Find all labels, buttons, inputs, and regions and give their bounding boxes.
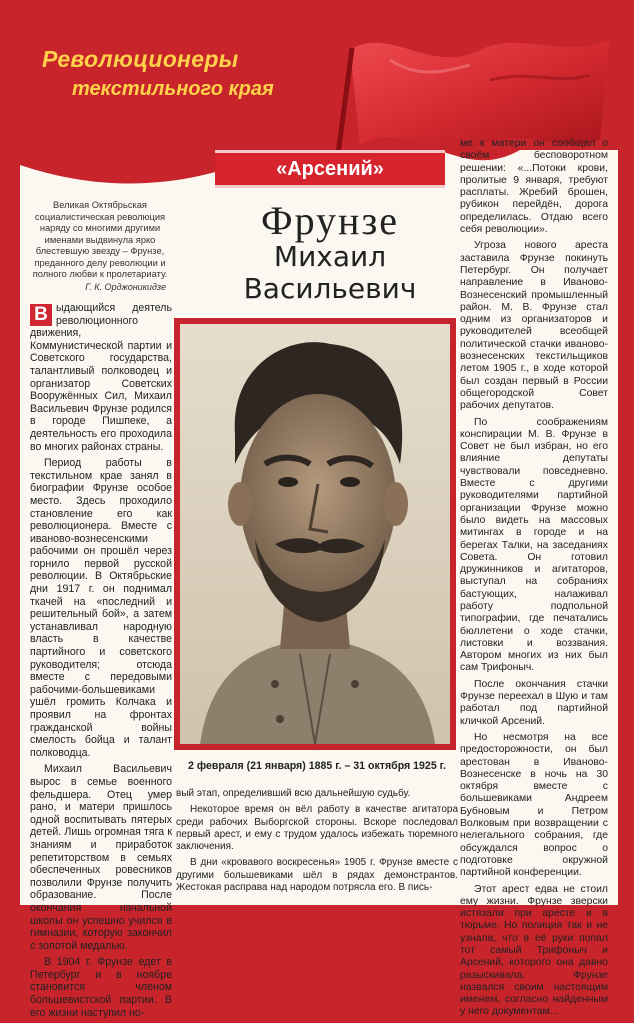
right-paragraph-2: Угроза нового ареста заставила Фрунзе покинуть Петербург. Он получает направление в Иваново-Вознесенский промышленный район. М. В. Фрунзе стал одним из организаторов и руководителей всеобщей политической стачки иваново-вознесенских текстильщиков летом 1905 г., в ходе которой был создан первый в России общегородской Совет рабочих депутатов. xyxy=(460,240,608,412)
left-paragraph-3: Михаил Васильевич вырос в семье военного фельдшера. Отец умер рано, и матери пришлось одной воспитывать пятерых детей. Лишь огромная тяга к знаниям и приработок репетиторством в семьях обеспеченных ровесников позволили Фрунзе получить образование. После окончания начальной школы он успешно учился в гимназии, которую закончил с золотой медалью. xyxy=(30,763,172,952)
heading-line-2: текстильного края xyxy=(72,78,274,100)
left-paragraph-1: ыдающийся деятель революционного движения, Коммунистической партии и Советского государства, талантливый полководец и организатор Советских Вооружённых Сил, Михаил Васильевич Фрунзе родился в городе Пишпеке, а деятельность его проходила во многих районах страны. xyxy=(30,302,172,453)
middle-column xyxy=(176,788,458,898)
middle-paragraph-3: В дни «кровавого воскресенья» 1905 г. Фрунзе вместе с другими большевиками шёл в рядах демонстрантов. Жестокая расправа над народом потрясла его. В пись- xyxy=(176,857,458,894)
given-name: Михаил xyxy=(273,240,387,273)
portrait-photo-icon xyxy=(180,324,450,744)
middle-paragraph-2: Некоторое время он вёл работу в качестве агитатора среди рабочих Выборгской стороны. Вскоре последовал первый арест, и ему с трудом удалось избежать тюремного заключения. xyxy=(176,804,458,853)
right-paragraph-3: По соображениям конспирации М. В. Фрунзе в Совет не был избран, но его влияние депутаты чувствовали повседневно. Вместе с другими руководителями партийной организации Фрунзе можно было видеть на массовых митингах в городе и на берегах Талки, на заседаниях Совета. Он готовил дружинников и агитаторов, выступал на собраниях бастующих, налаживал работу подпольной типографии, где печатались бюллетени о ходе стачки, листовки и воззвания. Автором многих из них был сам Трифоныч. xyxy=(460,416,608,674)
epigraph-text: Великая Октябрьская социалистическая революция наряду со многими другими именами выдвинула ярко блестевшую звезду – Фрунзе, преданного делу революции и полного любви к пролетариату. xyxy=(32,200,168,279)
life-dates-caption: 2 февраля (21 января) 1885 г. – 31 октября 1925 г. xyxy=(188,760,446,772)
left-paragraph-4: В 1904 г. Фрунзе едет в Петербург и в ноябре становится членом большевистской партии. В его жизни наступил но- xyxy=(30,956,172,1019)
surname: Фрунзе xyxy=(260,198,400,243)
right-paragraph-1: ме к матери он сообщал о своём бесповоротном решении: «...Потоки крови, пролитые 9 января, требуют расплаты. Жребий брошен, рубикон перейдён, дорога определилась. Отдаю всего себя революции». xyxy=(460,138,608,236)
right-column xyxy=(460,138,608,1023)
dropcap: В xyxy=(30,304,52,326)
right-paragraph-6: Этот арест едва не стоил ему жизни. Фрунзе зверски истязали при аресте и в тюрьме. Но полиция так и не узнала, что в её руки попал тот самый Трифоныч и Арсений, которого она давно разыскивала. Фрунзе назвался своим настоящим именем, согласно найденным у него документам... xyxy=(460,883,608,1018)
left-paragraph-2: Период работы в текстильном крае занял в биографии Фрунзе особое место. Здесь проходило становление его как революционера. Вместе с иваново-вознесенскими рабочими он прошёл через горнило первой русской революции. В Октябрьские дни 1917 г. он поднимал ткачей на «последний и решительный бой», а затем устанавливал народную власть в качестве партийного и советского руководителя; отсюда вместе с передовыми рабочими-большевиками ушёл громить Колчака и проявил на фронтах гражданской войны смелость бойца и талант полководца. xyxy=(30,457,172,759)
middle-paragraph-1: вый этап, определивший всю дальнейшую судьбу. xyxy=(176,788,411,799)
portrait-frame xyxy=(174,318,456,750)
epigraph-author: Г. К. Орджоникидзе xyxy=(85,282,166,292)
section-heading xyxy=(42,44,274,104)
heading-line-1: Революционеры xyxy=(42,46,239,72)
left-column xyxy=(30,302,172,1023)
nickname-banner: «Арсений» xyxy=(215,150,445,188)
right-paragraph-4: После окончания стачки Фрунзе переехал в Шую и там работал под партийной кличкой Арсений. xyxy=(460,678,608,727)
patronymic: Васильевич xyxy=(243,272,417,305)
right-paragraph-5: Но несмотря на все предосторожности, он был арестован в Иваново-Вознесенске в ночь на 30 октября вместе с большевиками Андреем Бубновым и Петром Волковым при возвращении с нелегального собрания, где обсуждался вопрос о подготовке окружной партийной конференции. xyxy=(460,731,608,879)
